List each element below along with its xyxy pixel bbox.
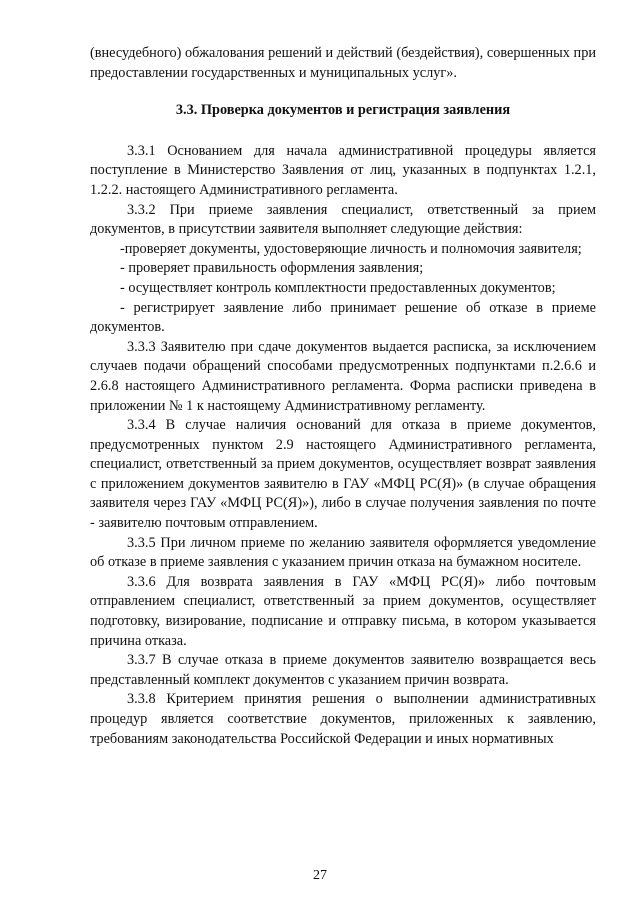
list-item-check-completeness: - осуществляет контроль комплектности предоставленных документов; bbox=[120, 279, 556, 296]
section-heading: 3.3. Проверка документов и регистрация заявления bbox=[175, 102, 511, 119]
paragraph-3-3-2: 3.3.2 При приеме заявления специалист, ответственный за прием документов, в присутствии заявителя выполняет следующие действия: bbox=[90, 201, 596, 238]
paragraph-3-3-1: 3.3.1 Основанием для начала административной процедуры является поступление в Министерство Заявления от лиц, указанных в подпунктах 1.2.1, 1.2.2. настоящего Административного регламента. bbox=[90, 142, 596, 198]
document-page bbox=[90, 44, 596, 749]
paragraph-intro: (внесудебного) обжалования решений и действий (бездействия), совершенных при предоставлении государственных и муниципальных услуг». bbox=[90, 45, 596, 81]
paragraph-3-3-3: 3.3.3 Заявителю при сдаче документов выдается расписка, за исключением случаев подачи обращений способами предусмотренных подпунктами п.2.6.6 и 2.6.8 настоящего Административного регламента. Форма расписки приведена в приложении № 1 к настоящему Административному регламенту. bbox=[90, 338, 596, 414]
paragraph-3-3-6: 3.3.6 Для возврата заявления в ГАУ «МФЦ РС(Я)» либо почтовым отправлением специалист, ответственный за прием документов, осуществляет подготовку, визирование, подписание и отправку письма, в котором указывается причина отказа. bbox=[90, 573, 596, 649]
list-item-register: - регистрирует заявление либо принимает решение об отказе в приеме документов. bbox=[90, 299, 596, 336]
paragraph-3-3-5: 3.3.5 При личном приеме по желанию заявителя оформляется уведомление об отказе в приеме заявления с указанием причин отказа на бумажном носителе. bbox=[90, 534, 596, 571]
paragraph-3-3-4: 3.3.4 В случае наличия оснований для отказа в приеме документов, предусмотренных пунктом 2.9 настоящего Административного регламента, специалист, ответственный за прием документов, осуществляет возврат заявления с приложением документов заявителю в ГАУ «МФЦ РС(Я)» (в случае обращения заявителя через ГАУ «МФЦ РС(Я)»), либо в случае получения заявления по почте - заявителю почтовым отправлением. bbox=[90, 417, 596, 532]
list-item-check-form: - проверяет правильность оформления заявления; bbox=[120, 260, 424, 277]
paragraph-3-3-7: 3.3.7 В случае отказа в приеме документов заявителю возвращается весь представленный комплект документов с указанием причин возврата. bbox=[90, 652, 596, 688]
page-number: 27 bbox=[313, 868, 327, 883]
list-item-check-identity: -проверяет документы, удостоверяющие личность и полномочия заявителя; bbox=[120, 240, 582, 257]
paragraph-3-3-8: 3.3.8 Критерием принятия решения о выполнении административных процедур является соответствие документов, приложенных к заявлению, требованиям законодательства Российской Федерации и иных нормативных bbox=[90, 691, 596, 747]
